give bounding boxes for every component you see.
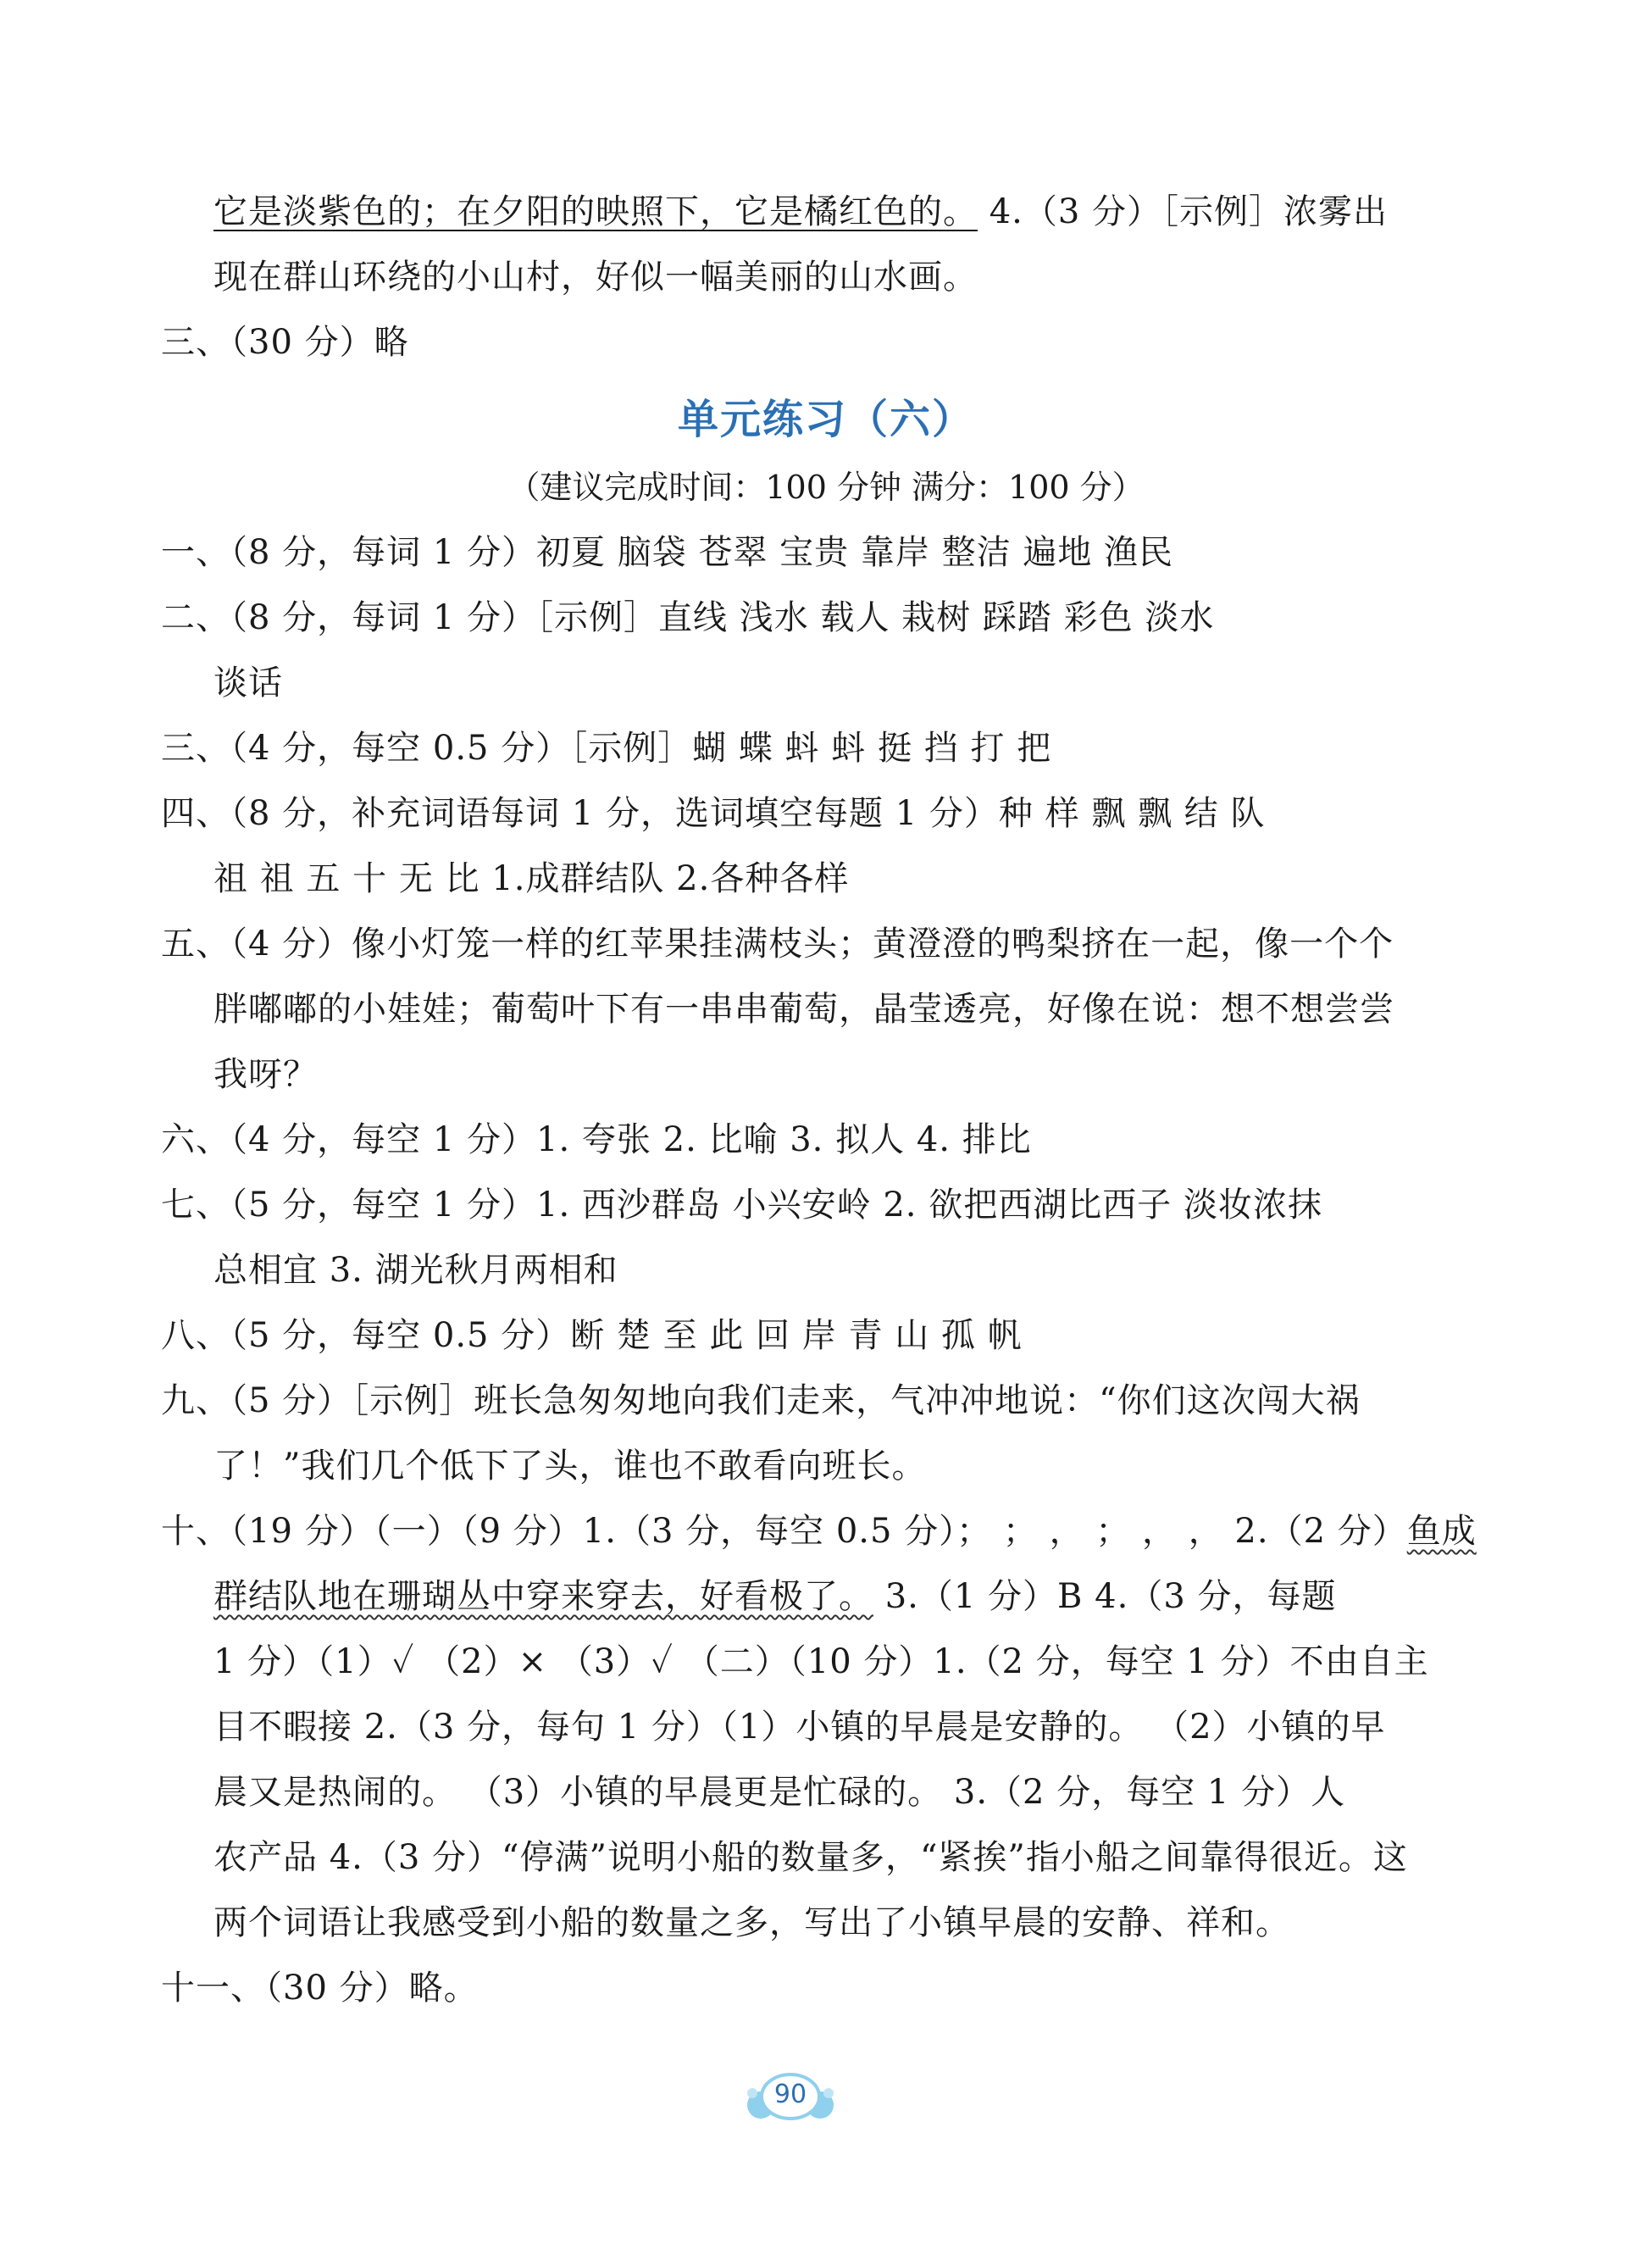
answer-line: [213, 1571, 1411, 1622]
wavy-underlined-phrase: 群结队地在珊瑚丛中穿来穿去，好看极了。: [213, 1577, 873, 1616]
answer-line: 现在群山环绕的小山村，好似一幅美丽的山水画。: [213, 258, 978, 297]
answer-line: 总相宜 3. 湖光秋月两相和: [213, 1251, 618, 1290]
page-number: 90: [773, 2080, 807, 2109]
answer-line: 祖 祖 五 十 无 比 1.成群结队 2.各种各样: [213, 859, 850, 898]
answer-line: 十一、（30 分）略。: [161, 1969, 479, 2008]
answer-line: 七、（5 分，每空 1 分）1. 西沙群岛 小兴安岭 2. 欲把西湖比西子 淡妆浓抹: [161, 1186, 1322, 1225]
answer-line: 1 分）（1）✓ （2）× （3）✓ （二）（10 分）1.（2 分，每空 1 分）不由自主: [213, 1642, 1429, 1681]
page-number-badge: [735, 2068, 845, 2127]
answer-line: 八、（5 分，每空 0.5 分）断 楚 至 此 回 岸 青 山 孤 帆: [161, 1316, 1023, 1355]
answer-line: 六、（4 分，每空 1 分）1. 夸张 2. 比喻 3. 拟人 4. 排比: [161, 1120, 1032, 1159]
answer-line: 目不暇接 2.（3 分，每句 1 分）（1）小镇的早晨是安静的。 （2）小镇的早: [213, 1708, 1386, 1747]
line-text: 十、（19 分）（一）（9 分）1.（3 分，每空 0.5 分）； ； ， ； ， ， 2.（2 分）: [161, 1512, 1407, 1551]
section-title: 单元练习（六）: [677, 396, 974, 443]
answer-line: 农产品 4.（3 分）“停满”说明小船的数量多，“紧挨”指小船之间靠得很近。这: [213, 1838, 1408, 1877]
line-rest: 4.（3 分）［示例］浓雾出: [978, 192, 1389, 231]
answer-line: 三、（4 分，每空 0.5 分）［示例］蝴 蝶 蚪 蚪 挺 挡 打 把: [161, 729, 1052, 768]
answer-line: 一、（8 分，每词 1 分）初夏 脑袋 苍翠 宝贵 靠岸 整洁 遍地 渔民: [161, 533, 1174, 572]
wavy-underlined-phrase: 鱼成: [1406, 1512, 1477, 1551]
answer-line: 晨又是热闹的。 （3）小镇的早晨更是忙碌的。 3.（2 分，每空 1 分）人: [213, 1773, 1346, 1812]
line-rest: 3.（1 分）B 4.（3 分，每题: [873, 1577, 1337, 1616]
answer-line: [161, 1506, 1477, 1557]
answer-line: 二、（8 分，每词 1 分）［示例］直线 浅水 载人 栽树 踩踏 彩色 淡水: [161, 598, 1215, 637]
answer-line-continued: [213, 186, 1411, 237]
answer-line: 了！”我们几个低下了头，谁也不敢看向班长。: [213, 1447, 927, 1486]
underlined-phrase: 它是淡紫色的；在夕阳的映照下，它是橘红色的。: [213, 192, 978, 231]
answer-line: 九、（5 分）［示例］班长急匆匆地向我们走来，气冲冲地说：“你们这次闯大祸: [161, 1381, 1361, 1420]
answer-line: 两个词语让我感受到小船的数量之多，写出了小镇早晨的安静、祥和。: [213, 1903, 1290, 1942]
answer-line: 三、（30 分）略: [161, 323, 409, 362]
section-subtitle: （建议完成时间：100 分钟 满分：100 分）: [507, 469, 1145, 506]
answer-line: 我呀？: [213, 1055, 318, 1094]
answer-line: 胖嘟嘟的小娃娃；葡萄叶下有一串串葡萄，晶莹透亮，好像在说：想不想尝尝: [213, 990, 1394, 1029]
answer-line: 五、（4 分）像小灯笼一样的红苹果挂满枝头；黄澄澄的鸭梨挤在一起，像一个个: [161, 925, 1394, 964]
answer-line: 四、（8 分，补充词语每词 1 分，选词填空每题 1 分）种 样 飘 飘 结 队: [161, 794, 1266, 833]
answer-line: 谈话: [213, 664, 283, 703]
